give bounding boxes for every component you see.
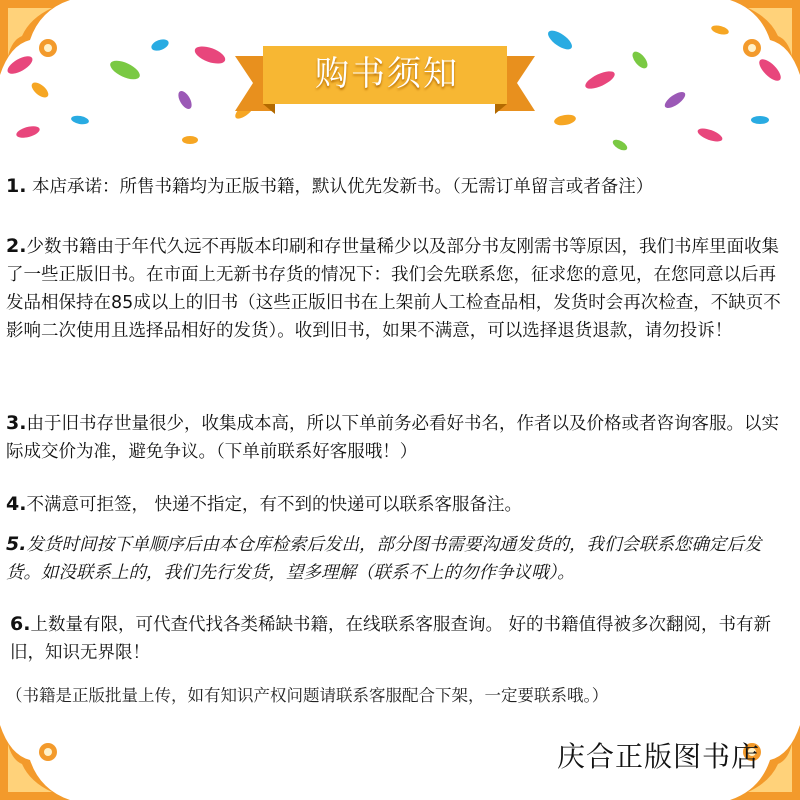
item-text: 由于旧书存世量很少，收集成本高，所以下单前务必看好书名，作者以及价格或者咨询客服。以实际成交价为准，避免争议。（下单前联系好客服哦！） — [6, 414, 779, 462]
item-text: 上数量有限，可代查代找各类稀缺书籍，在线联系客服查询。 好的书籍值得被多次翻阅，书有新旧，知识无界限！ — [10, 615, 772, 663]
item-number: 6. — [10, 613, 31, 635]
notice-item-5 — [6, 530, 790, 587]
notice-item-6 — [10, 610, 794, 667]
item-number: 3. — [6, 412, 27, 434]
item-text: 本店承诺：所售书籍均为正版书籍，默认优先发新书。（无需订单留言或者备注） — [26, 177, 654, 197]
item-text: 少数书籍由于年代久远不再版本印刷和存世量稀少以及部分书友刚需书等原因，我们书库里面收集了一些正版旧书。在市面上无新书存货的情况下：我们会先联系您，征求您的意见，在您同意以后再发品相保持在85成以上的旧书（这些正版旧书在上架前人工检查品相，发货时会再次检查，不缺页不影响二次使用且选择品相好的发货）。收到旧书，如果不满意，可以选择退货退款，请勿投诉！ — [6, 237, 781, 341]
notice-item-2 — [6, 232, 790, 345]
notice-item-1 — [6, 172, 790, 201]
item-text: 不满意可拒签， 快递不指定，有不到的快递可以联系客服备注。 — [26, 495, 523, 515]
item-text: 发货时间按下单顺序后由本仓库检索后发出，部分图书需要沟通发货的，我们会联系您确定后发货。如没联系上的，我们先行发货，望多理解（联系不上的勿作争议哦）。 — [6, 535, 762, 583]
item-number: 2. — [6, 235, 27, 257]
item-number: 4. — [6, 493, 27, 515]
copyright-note: （书籍是正版批量上传，如有知识产权问题请联系客服配合下架，一定要联系哦。） — [6, 686, 609, 705]
banner-title: 购书须知 — [315, 53, 459, 94]
item-number: 1. — [6, 175, 27, 197]
notice-item-4 — [6, 490, 790, 519]
store-name: 庆合正版图书店 — [556, 740, 760, 773]
notice-item-3 — [6, 409, 790, 466]
item-number: 5. — [6, 533, 27, 555]
corner-ornament-bottom-left — [0, 690, 110, 800]
